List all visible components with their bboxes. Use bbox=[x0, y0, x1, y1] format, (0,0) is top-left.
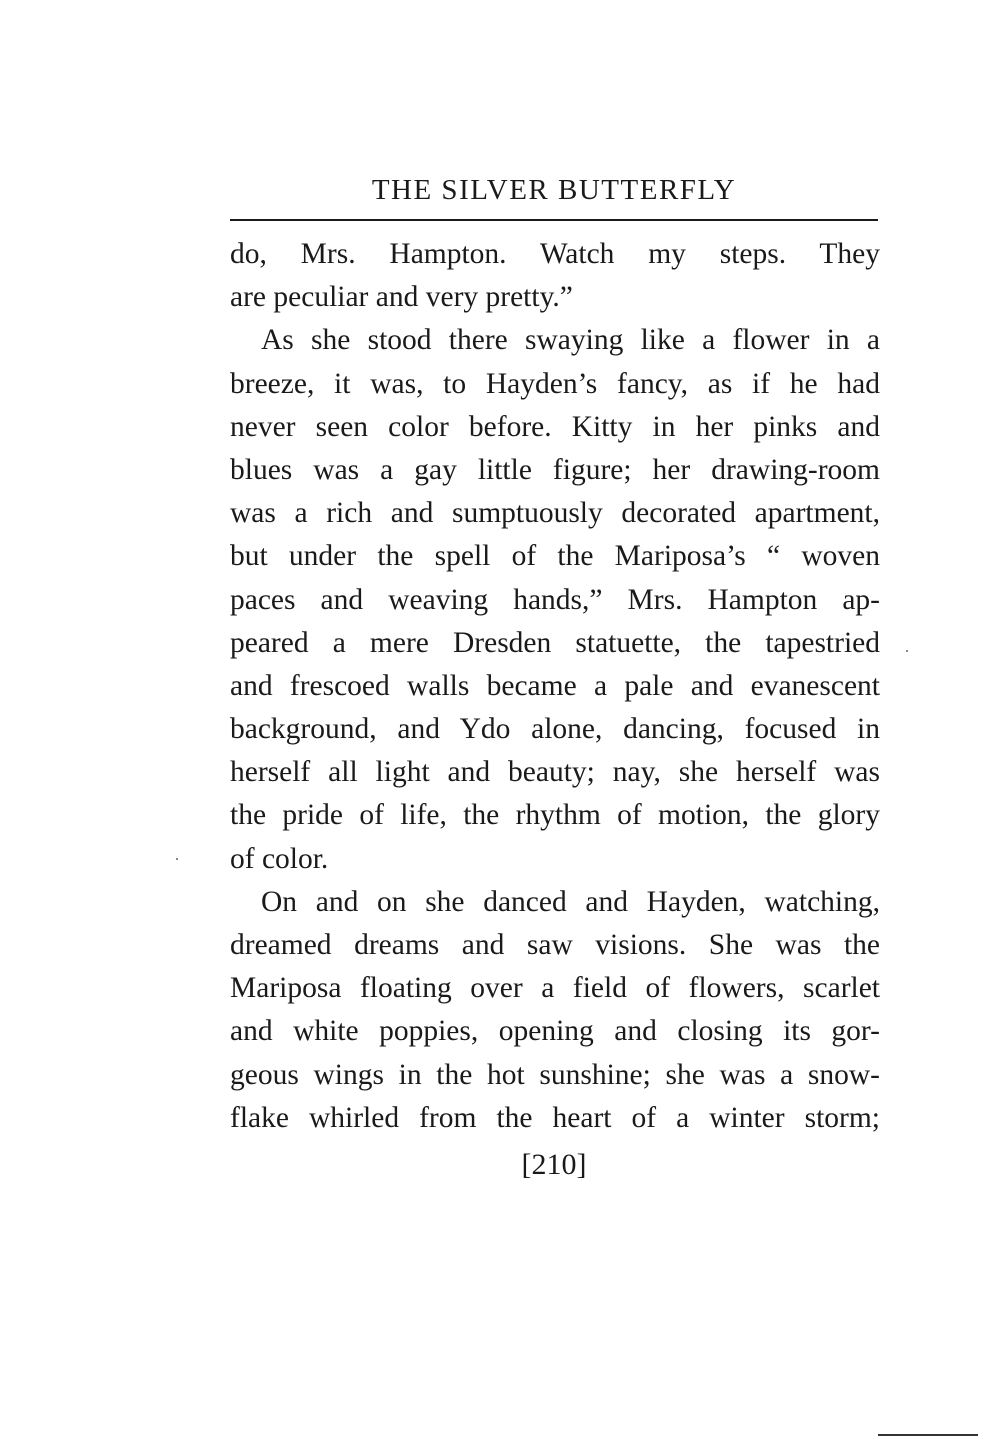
text-line: paces and weaving hands,” Mrs. Hampton ap- bbox=[230, 583, 880, 616]
text-line: Mariposa floating over a field of flowers, scarlet bbox=[230, 972, 880, 1005]
text-line: the pride of life, the rhythm of motion, the glory bbox=[230, 799, 880, 832]
text-line: geous wings in the hot sunshine; she was a snow- bbox=[230, 1058, 880, 1091]
paragraph-1 bbox=[230, 233, 880, 319]
text-line: was a rich and sumptuously decorated apartment, bbox=[230, 497, 880, 530]
scan-edge-mark bbox=[878, 1434, 978, 1436]
text-line: background, and Ydo alone, dancing, focused in bbox=[230, 713, 880, 746]
text-line: On and on she danced and Hayden, watching, bbox=[261, 885, 880, 918]
header-rule bbox=[230, 219, 878, 221]
text-line: do, Mrs. Hampton. Watch my steps. They bbox=[230, 238, 880, 270]
text-line: peared a mere Dresden statuette, the tapestried bbox=[230, 626, 880, 659]
text-line: breeze, it was, to Hayden’s fancy, as if he had bbox=[230, 367, 880, 400]
scan-speck bbox=[176, 858, 178, 860]
paragraph-3 bbox=[230, 881, 880, 1140]
text-line: herself all light and beauty; nay, she herself was bbox=[230, 756, 880, 789]
text-line: of color. bbox=[230, 842, 329, 875]
paragraph-2 bbox=[230, 319, 880, 880]
text-line: are peculiar and very pretty.” bbox=[230, 281, 573, 314]
text-line: never seen color before. Kitty in her pinks and bbox=[230, 410, 880, 443]
scan-speck bbox=[906, 650, 908, 652]
text-line: blues was a gay little figure; her drawing-room bbox=[230, 453, 880, 486]
page-number: [210] bbox=[521, 1148, 587, 1181]
text-line: flake whirled from the heart of a winter storm; bbox=[230, 1101, 880, 1134]
body-text bbox=[230, 233, 880, 1140]
text-line: and white poppies, opening and closing its gor- bbox=[230, 1015, 880, 1048]
text-line: dreamed dreams and saw visions. She was the bbox=[230, 929, 880, 961]
running-head: THE SILVER BUTTERFLY bbox=[371, 174, 737, 206]
text-line: but under the spell of the Mariposa’s “ woven bbox=[230, 540, 880, 573]
text-line: As she stood there swaying like a flower in a bbox=[261, 324, 880, 357]
text-line: and frescoed walls became a pale and evanescent bbox=[230, 669, 880, 702]
